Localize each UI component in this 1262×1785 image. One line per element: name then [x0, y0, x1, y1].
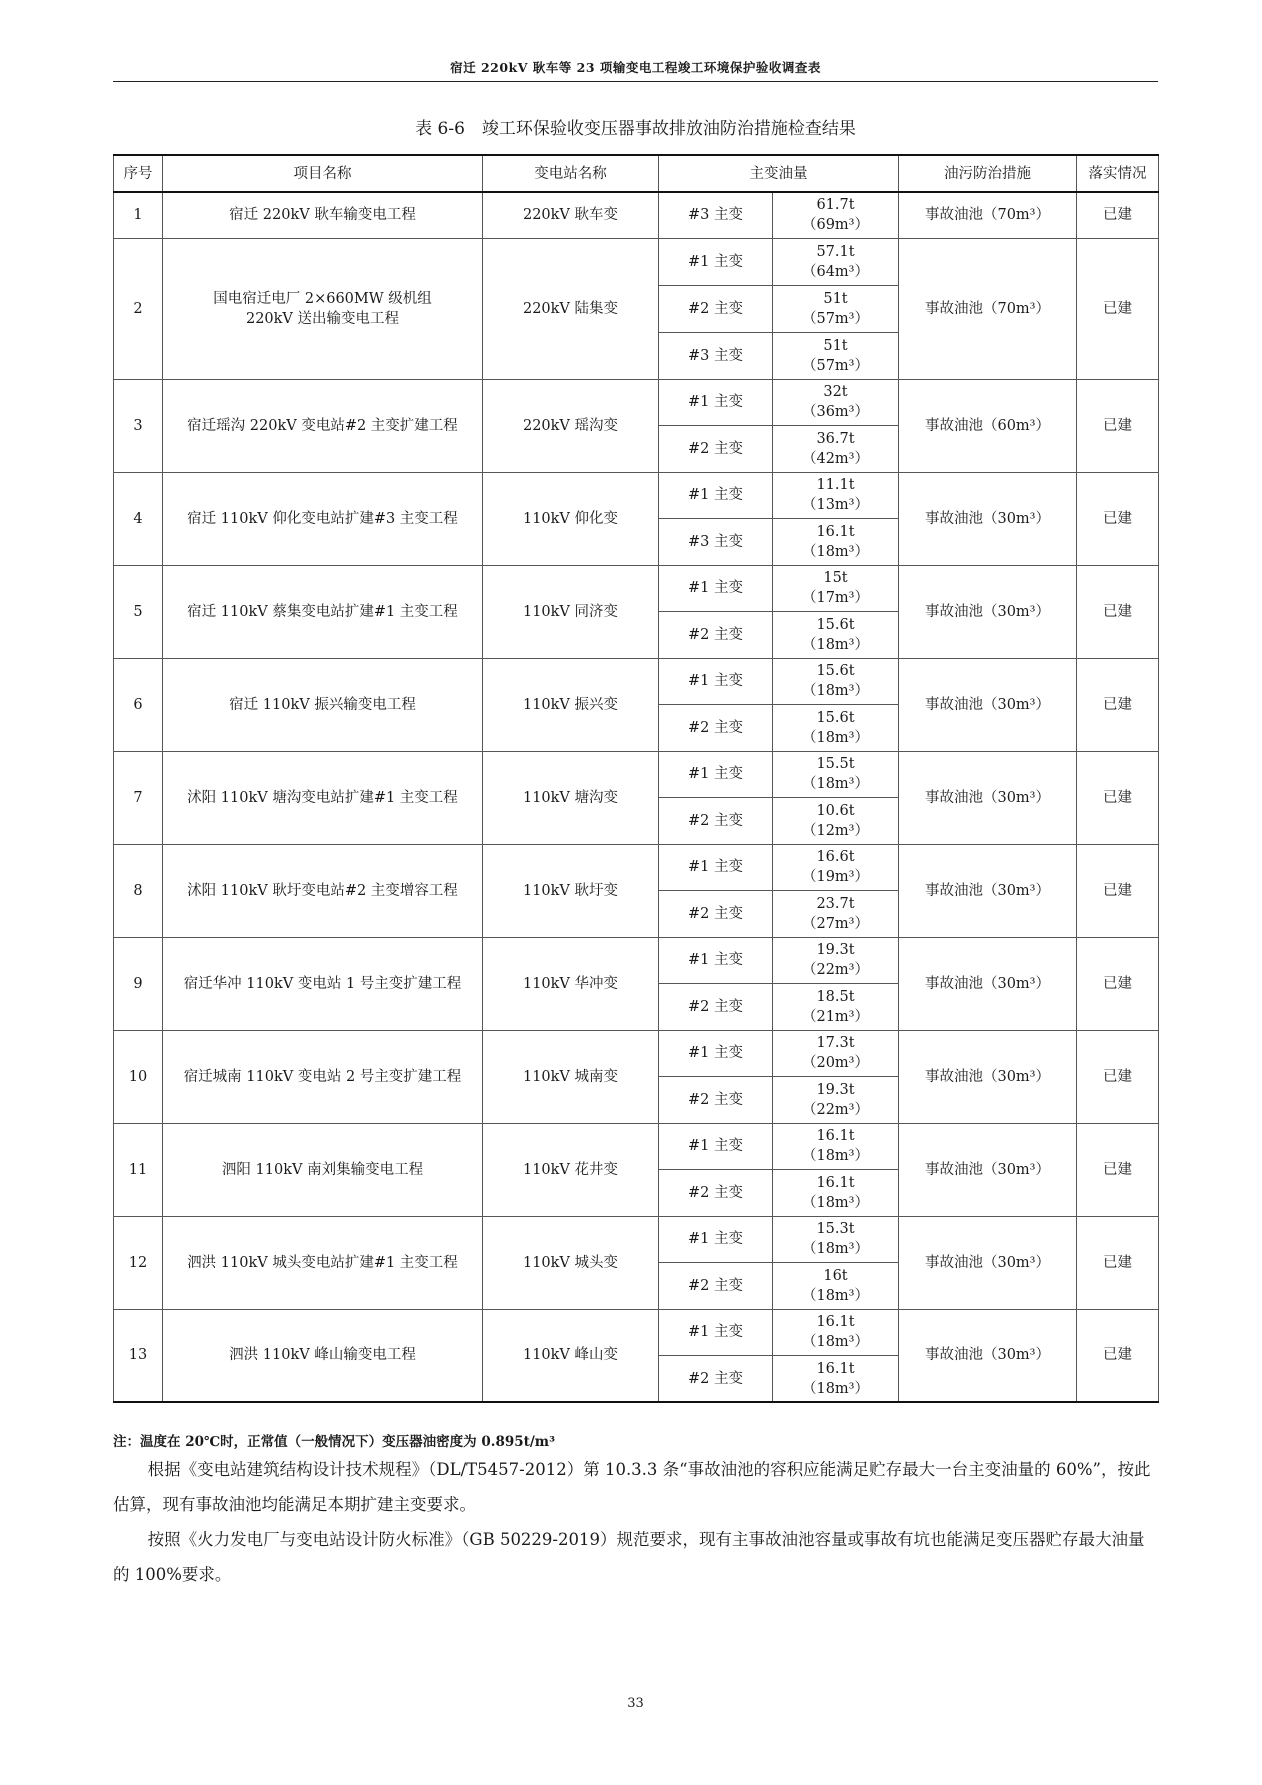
oil-mass: 19.3t: [816, 942, 855, 959]
project-name-line: 沭阳 110kV 塘沟变电站扩建#1 主变工程: [187, 789, 458, 806]
page-header: 宿迁 220kV 耿车等 23 项输变电工程竣工环境保护验收调查表: [450, 60, 821, 75]
cell-status: 已建: [1077, 937, 1159, 1030]
cell-project: [163, 472, 483, 565]
page-number: 33: [627, 1696, 644, 1711]
cell-oil-amount: [773, 1077, 899, 1124]
table-title: 表 6-6 竣工环保验收变压器事故排放油防治措施检查结果: [415, 119, 856, 139]
oil-volume: （69m³）: [801, 217, 869, 234]
cell-no: 1: [114, 192, 163, 238]
table-row: [114, 1123, 1159, 1170]
project-name-line: 宿迁 110kV 振兴输变电工程: [229, 696, 416, 713]
cell-transformer: #1 主变: [659, 1309, 773, 1356]
cell-station: 110kV 华冲变: [483, 937, 659, 1030]
oil-volume: （22m³）: [801, 1101, 869, 1118]
cell-status: 已建: [1077, 658, 1159, 751]
header-rule: [113, 81, 1158, 82]
cell-transformer: #1 主变: [659, 565, 773, 612]
cell-no: 3: [114, 379, 163, 472]
cell-oil-amount: [773, 751, 899, 798]
oil-mass: 17.3t: [816, 1035, 855, 1052]
cell-status: 已建: [1077, 1123, 1159, 1216]
oil-volume: （20m³）: [801, 1055, 869, 1072]
cell-measure: 事故油池（30m³）: [899, 1309, 1077, 1402]
cell-project: [163, 1309, 483, 1402]
cell-transformer: #2 主变: [659, 612, 773, 659]
oil-mass: 32t: [823, 384, 848, 401]
cell-oil-amount: [773, 426, 899, 473]
cell-transformer: #1 主变: [659, 658, 773, 705]
paragraph-1: 根据《变电站建筑结构设计技术规程》（DL/T5457-2012）第 10.3.3 条“事故油池的容积应能满足贮存最大一台主变油量的 60%”，按此估算，现有事故油池均能满足本期扩建主变要求。: [113, 1460, 1151, 1514]
cell-transformer: #2 主变: [659, 1263, 773, 1310]
oil-mass: 36.7t: [816, 430, 855, 447]
project-name-line: 宿迁 110kV 仰化变电站扩建#3 主变工程: [187, 510, 458, 527]
oil-mass: 15t: [823, 570, 848, 587]
cell-oil-amount: [773, 192, 899, 238]
oil-volume: （13m³）: [801, 497, 869, 514]
oil-volume: （18m³）: [801, 729, 869, 746]
cell-no: 4: [114, 472, 163, 565]
cell-station: 110kV 塘沟变: [483, 751, 659, 844]
cell-station: 110kV 振兴变: [483, 658, 659, 751]
cell-oil-amount: [773, 1030, 899, 1077]
table-row: [114, 1030, 1159, 1077]
oil-mass: 57.1t: [816, 243, 855, 260]
col-header-status: 落实情况: [1077, 155, 1159, 192]
cell-oil-amount: [773, 1123, 899, 1170]
cell-oil-amount: [773, 798, 899, 845]
cell-transformer: #2 主变: [659, 1077, 773, 1124]
cell-transformer: #2 主变: [659, 705, 773, 752]
project-name-line: 宿迁华冲 110kV 变电站 1 号主变扩建工程: [183, 975, 462, 992]
oil-mass: 10.6t: [816, 802, 855, 819]
oil-volume: （18m³）: [801, 1380, 869, 1397]
oil-mass: 61.7t: [816, 197, 855, 214]
cell-project: [163, 1030, 483, 1123]
oil-mass: 18.5t: [816, 988, 855, 1005]
oil-mass: 11.1t: [816, 477, 855, 494]
cell-status: 已建: [1077, 379, 1159, 472]
cell-station: 110kV 耿圩变: [483, 844, 659, 937]
cell-transformer: #2 主变: [659, 1170, 773, 1217]
cell-measure: 事故油池（30m³）: [899, 844, 1077, 937]
oil-volume: （21m³）: [801, 1008, 869, 1025]
project-name-line: 国电宿迁电厂 2×660MW 级机组: [213, 290, 432, 307]
oil-mass: 16.1t: [816, 1314, 855, 1331]
cell-transformer: #2 主变: [659, 984, 773, 1031]
cell-station: 220kV 陆集变: [483, 238, 659, 379]
oil-mass: 51t: [823, 337, 848, 354]
cell-transformer: #1 主变: [659, 937, 773, 984]
oil-volume: （64m³）: [801, 263, 869, 280]
cell-status: 已建: [1077, 844, 1159, 937]
cell-no: 8: [114, 844, 163, 937]
oil-volume: （22m³）: [801, 962, 869, 979]
cell-oil-amount: [773, 285, 899, 332]
cell-no: 11: [114, 1123, 163, 1216]
cell-status: 已建: [1077, 1030, 1159, 1123]
oil-volume: （57m³）: [801, 310, 869, 327]
cell-project: [163, 379, 483, 472]
cell-status: 已建: [1077, 472, 1159, 565]
oil-volume: （27m³）: [801, 915, 869, 932]
oil-volume: （12m³）: [801, 822, 869, 839]
cell-measure: 事故油池（70m³）: [899, 192, 1077, 238]
cell-oil-amount: [773, 984, 899, 1031]
project-name-line: 宿迁 110kV 蔡集变电站扩建#1 主变工程: [187, 603, 458, 620]
project-name-line: 沭阳 110kV 耿圩变电站#2 主变增容工程: [187, 882, 458, 899]
col-header-oil: 主变油量: [659, 155, 899, 192]
cell-station: 110kV 同济变: [483, 565, 659, 658]
cell-transformer: #2 主变: [659, 891, 773, 938]
oil-volume: （18m³）: [801, 543, 869, 560]
cell-oil-amount: [773, 658, 899, 705]
project-name-line: 220kV 送出输变电工程: [245, 310, 400, 327]
cell-status: 已建: [1077, 238, 1159, 379]
oil-mass: 19.3t: [816, 1081, 855, 1098]
col-header-station: 变电站名称: [483, 155, 659, 192]
oil-volume: （18m³）: [801, 636, 869, 653]
table-row: [114, 937, 1159, 984]
cell-project: [163, 1123, 483, 1216]
cell-transformer: #3 主变: [659, 332, 773, 379]
table-note: 注：温度在 20℃时，正常值（一般情况下）变压器油密度为 0.895t/m³: [113, 1434, 555, 1450]
cell-transformer: #1 主变: [659, 472, 773, 519]
cell-oil-amount: [773, 1216, 899, 1263]
cell-station: 110kV 花井变: [483, 1123, 659, 1216]
oil-mass: 16t: [823, 1267, 848, 1284]
cell-status: 已建: [1077, 1216, 1159, 1309]
oil-mass: 15.6t: [816, 709, 855, 726]
cell-no: 13: [114, 1309, 163, 1402]
cell-transformer: #2 主变: [659, 285, 773, 332]
cell-measure: 事故油池（30m³）: [899, 472, 1077, 565]
cell-transformer: #1 主变: [659, 379, 773, 426]
cell-measure: 事故油池（30m³）: [899, 1123, 1077, 1216]
table-row: [114, 1216, 1159, 1263]
cell-measure: 事故油池（70m³）: [899, 238, 1077, 379]
oil-mass: 51t: [823, 290, 848, 307]
cell-transformer: #1 主变: [659, 844, 773, 891]
cell-oil-amount: [773, 519, 899, 566]
cell-no: 2: [114, 238, 163, 379]
cell-project: [163, 1216, 483, 1309]
cell-oil-amount: [773, 1170, 899, 1217]
cell-no: 6: [114, 658, 163, 751]
cell-project: [163, 192, 483, 238]
cell-transformer: #1 主变: [659, 1216, 773, 1263]
project-name-line: 宿迁瑶沟 220kV 变电站#2 主变扩建工程: [187, 417, 458, 434]
cell-transformer: #3 主变: [659, 192, 773, 238]
col-header-no: 序号: [114, 155, 163, 192]
table-row: [114, 844, 1159, 891]
cell-oil-amount: [773, 238, 899, 285]
cell-transformer: #1 主变: [659, 238, 773, 285]
cell-measure: 事故油池（60m³）: [899, 379, 1077, 472]
oil-volume: （42m³）: [801, 450, 869, 467]
table-row: [114, 379, 1159, 426]
cell-oil-amount: [773, 612, 899, 659]
cell-status: 已建: [1077, 751, 1159, 844]
cell-measure: 事故油池（30m³）: [899, 1216, 1077, 1309]
oil-mass: 15.5t: [816, 756, 855, 773]
cell-transformer: #2 主变: [659, 798, 773, 845]
table-row: [114, 751, 1159, 798]
cell-transformer: #1 主变: [659, 1123, 773, 1170]
col-header-measure: 油污防治措施: [899, 155, 1077, 192]
cell-transformer: #1 主变: [659, 751, 773, 798]
oil-volume: （36m³）: [801, 404, 869, 421]
cell-station: 110kV 城头变: [483, 1216, 659, 1309]
cell-station: 110kV 仰化变: [483, 472, 659, 565]
oil-volume: （57m³）: [801, 357, 869, 374]
cell-transformer: #2 主变: [659, 426, 773, 473]
col-header-project: 项目名称: [163, 155, 483, 192]
oil-volume: （18m³）: [801, 1241, 869, 1258]
oil-mass: 23.7t: [816, 895, 855, 912]
table-row: [114, 1309, 1159, 1356]
cell-status: 已建: [1077, 565, 1159, 658]
cell-station: 220kV 瑶沟变: [483, 379, 659, 472]
oil-volume: （18m³）: [801, 1334, 869, 1351]
project-name-line: 宿迁 220kV 耿车输变电工程: [229, 207, 416, 224]
table-row: [114, 238, 1159, 285]
table-row: [114, 192, 1159, 238]
cell-status: 已建: [1077, 192, 1159, 238]
cell-project: [163, 238, 483, 379]
cell-no: 5: [114, 565, 163, 658]
cell-measure: 事故油池（30m³）: [899, 751, 1077, 844]
cell-station: 220kV 耿车变: [483, 192, 659, 238]
project-name-line: 泗阳 110kV 南刘集输变电工程: [221, 1161, 424, 1178]
oil-volume: （18m³）: [801, 1287, 869, 1304]
project-name-line: 泗洪 110kV 城头变电站扩建#1 主变工程: [187, 1254, 458, 1271]
project-name-line: 宿迁城南 110kV 变电站 2 号主变扩建工程: [183, 1068, 462, 1085]
cell-no: 9: [114, 937, 163, 1030]
cell-no: 7: [114, 751, 163, 844]
oil-mass: 15.3t: [816, 1221, 855, 1238]
cell-project: [163, 565, 483, 658]
cell-measure: 事故油池（30m³）: [899, 937, 1077, 1030]
oil-mass: 16.1t: [816, 523, 855, 540]
cell-oil-amount: [773, 472, 899, 519]
cell-station: 110kV 城南变: [483, 1030, 659, 1123]
cell-oil-amount: [773, 844, 899, 891]
cell-project: [163, 844, 483, 937]
paragraph-2: 按照《火力发电厂与变电站设计防火标准》（GB 50229-2019）规范要求，现有主事故油池容量或事故有坑也能满足变压器贮存最大油量的 100%要求。: [113, 1530, 1145, 1584]
cell-oil-amount: [773, 891, 899, 938]
cell-transformer: #3 主变: [659, 519, 773, 566]
cell-status: 已建: [1077, 1309, 1159, 1402]
cell-measure: 事故油池（30m³）: [899, 658, 1077, 751]
cell-oil-amount: [773, 565, 899, 612]
project-name-line: 泗洪 110kV 峰山输变电工程: [229, 1347, 416, 1364]
cell-oil-amount: [773, 705, 899, 752]
oil-mass: 15.6t: [816, 616, 855, 633]
table-row: [114, 658, 1159, 705]
oil-volume: （18m³）: [801, 776, 869, 793]
cell-oil-amount: [773, 1309, 899, 1356]
cell-no: 12: [114, 1216, 163, 1309]
cell-transformer: #1 主变: [659, 1030, 773, 1077]
cell-oil-amount: [773, 1356, 899, 1403]
table-row: [114, 565, 1159, 612]
cell-measure: 事故油池（30m³）: [899, 565, 1077, 658]
cell-project: [163, 751, 483, 844]
cell-project: [163, 937, 483, 1030]
cell-oil-amount: [773, 1263, 899, 1310]
oil-volume: （18m³）: [801, 1148, 869, 1165]
cell-no: 10: [114, 1030, 163, 1123]
oil-prevention-table: [113, 154, 1159, 1403]
oil-volume: （18m³）: [801, 1194, 869, 1211]
oil-volume: （18m³）: [801, 683, 869, 700]
cell-transformer: #2 主变: [659, 1356, 773, 1403]
oil-volume: （19m³）: [801, 869, 869, 886]
oil-volume: （17m³）: [801, 590, 869, 607]
oil-mass: 15.6t: [816, 663, 855, 680]
cell-oil-amount: [773, 379, 899, 426]
table-header-row: [114, 155, 1159, 192]
cell-oil-amount: [773, 937, 899, 984]
cell-project: [163, 658, 483, 751]
oil-mass: 16.6t: [816, 849, 855, 866]
table-body: [114, 192, 1159, 1402]
oil-mass: 16.1t: [816, 1128, 855, 1145]
cell-measure: 事故油池（30m³）: [899, 1030, 1077, 1123]
cell-station: 110kV 峰山变: [483, 1309, 659, 1402]
cell-oil-amount: [773, 332, 899, 379]
oil-mass: 16.1t: [816, 1360, 855, 1377]
table-row: [114, 472, 1159, 519]
oil-mass: 16.1t: [816, 1174, 855, 1191]
